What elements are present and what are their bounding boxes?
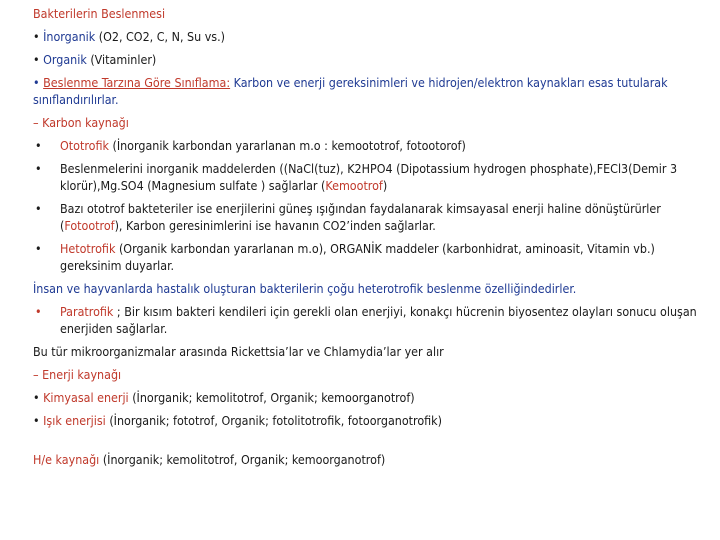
he-kaynagi-line (33, 451, 710, 468)
page-title: Bakterilerin Beslenmesi (33, 6, 166, 21)
paratrofik-text: ; Bir kısım bakteri kendileri için gerekli olan enerjiyi, konakçı hücrenin biyosentez olayları sonucu oluşan enerjiden sağlarlar. (60, 304, 697, 336)
paratrofik-label: Paratrofik (60, 304, 114, 319)
bullet: • (35, 201, 42, 216)
bullet: • (35, 304, 42, 319)
kimyasal-text: (İnorganik; kemolitotrof, Organik; kemoorganotrof) (128, 390, 415, 405)
siniflama-label: Beslenme Tarzına Göre Sınıflama: (43, 75, 231, 90)
bullet: • (35, 138, 42, 153)
isik-label: Işık enerjisi (43, 413, 106, 428)
organik-label: Organik (43, 52, 87, 67)
rickettsia-line: Bu tür mikroorganizmalar arasında Rickettsia’lar ve Chlamydia’lar yer alır (33, 344, 444, 359)
ototrofik-item (33, 137, 710, 154)
bullet: • (35, 241, 42, 256)
inorganik-line (33, 28, 710, 45)
enerji-kaynagi-heading: – Enerji kaynağı (33, 367, 122, 382)
spacer (33, 435, 710, 451)
he-kaynagi-text: (İnorganik; kemolitotrof, Organik; kemoorganotrof) (99, 452, 386, 467)
bullet: • (33, 75, 40, 90)
siniflama-paragraph (33, 74, 710, 108)
inorganik-text: (O2, CO2, C, N, Su vs.) (95, 29, 226, 44)
hetotrofik-text: (Organik karbondan yararlanan m.o), ORGANİK maddeler (karbonhidrat, aminoasit, Vitamin vb.) gereksinim duyarlar. (60, 241, 655, 273)
bullet: • (33, 52, 40, 67)
paratrofik-item (33, 303, 710, 337)
hetotrofik-item (33, 240, 710, 274)
kemoototrof-term: Kemootrof (325, 178, 383, 193)
kimyasal-enerji-line (33, 389, 710, 406)
inorganik-label: İnorganik (43, 29, 96, 44)
kemoototrof-close: ) (382, 178, 388, 193)
ototrofik-label: Ototrofik (60, 138, 109, 153)
kimyasal-label: Kimyasal enerji (43, 390, 129, 405)
bullet: • (35, 161, 42, 176)
fotootrof-item (33, 200, 710, 234)
siniflama-text: Karbon ve enerji gereksinimleri ve hidrojen/elektron kaynakları esas tutularak sınıflandırılırlar. (33, 75, 668, 107)
bullet: • (33, 29, 40, 44)
isik-enerji-line (33, 412, 710, 429)
bullet: • (33, 390, 40, 405)
fotootrof-term: Fotootrof (64, 218, 115, 233)
kemoototrof-text: Beslenmelerini inorganik maddelerden ((NaCl(tuz), K2HPO4 (Dipotassium hydrogen phosphate),FECl3(Demir 3 klorür),Mg.SO4 (Magnesium sulfate ) sağlarlar ( (60, 161, 678, 193)
organik-text: (Vitaminler) (86, 52, 157, 67)
ototrofik-text: (İnorganik karbondan yararlanan m.o : kemoototrof, fotootorof) (108, 138, 466, 153)
insan-hayvan-line: İnsan ve hayvanlarda hastalık oluşturan bakterilerin çoğu heterotrofik beslenme özelliğindedirler. (33, 281, 577, 296)
organik-line (33, 51, 710, 68)
isik-text: (İnorganik; fototrof, Organik; fotolitotrofik, fotoorganotrofik) (105, 413, 442, 428)
fotootrof-text: Bazı ototrof bakteteriler ise enerjilerini güneş ışığından faydalanarak kimsayasal enerji haline dönüştürürler ( (60, 201, 661, 233)
karbon-kaynagi-heading: – Karbon kaynağı (33, 115, 129, 130)
fotootrof-tail: ), Karbon geresinimlerini ise havanın CO2’inden sağlarlar. (114, 218, 436, 233)
hetotrofik-label: Hetotrofik (60, 241, 116, 256)
kemoototrof-item (33, 160, 710, 194)
he-kaynagi-label: H/e kaynağı (33, 452, 100, 467)
bullet: • (33, 413, 40, 428)
